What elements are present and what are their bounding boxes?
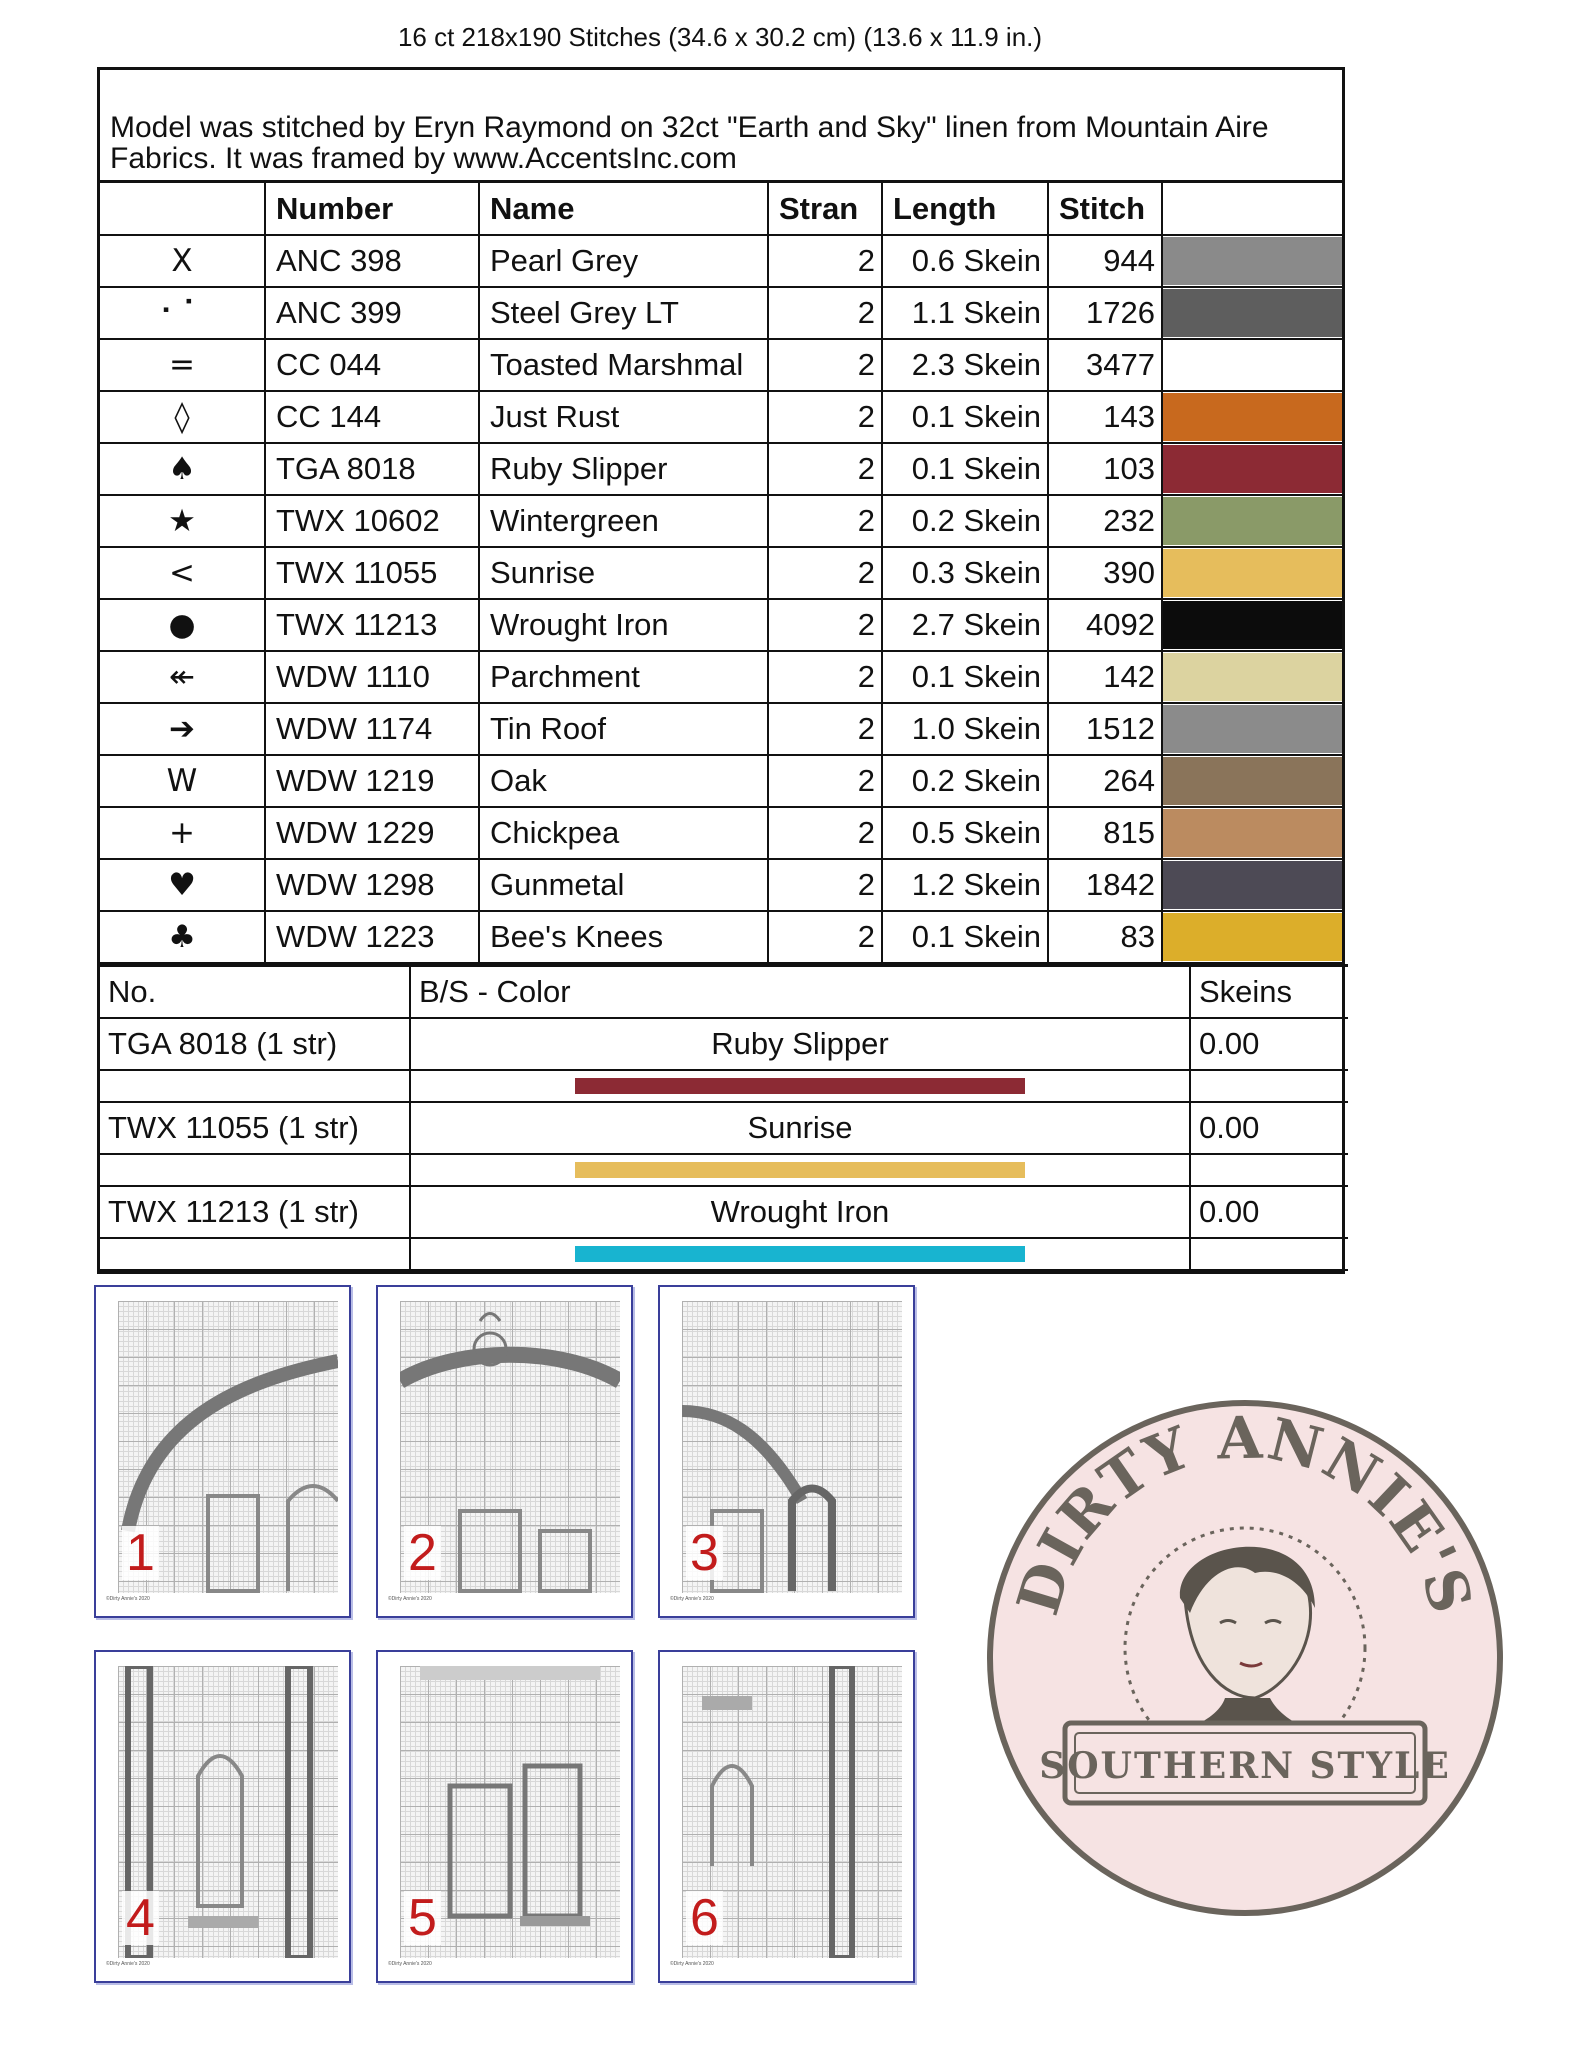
thread-strands: 2	[768, 287, 882, 339]
model-note: Model was stitched by Eryn Raymond on 32ct "Earth and Sky" linen from Mountain Aire Fabrics. It was framed by www.AccentsInc.com	[100, 70, 1342, 183]
thread-strands: 2	[768, 911, 882, 963]
bs-line-cell	[410, 1238, 1190, 1270]
bs-number: TWX 11213 (1 str)	[100, 1186, 410, 1238]
bs-color-name: Sunrise	[410, 1102, 1190, 1154]
bs-line-cell	[410, 1070, 1190, 1102]
color-swatch	[1163, 861, 1342, 909]
page-number-label: 4	[122, 1891, 159, 1945]
thread-stitch-count: 232	[1048, 495, 1162, 547]
page-number-label: 3	[686, 1526, 723, 1580]
thread-swatch-cell	[1162, 651, 1342, 703]
thread-name: Just Rust	[479, 391, 768, 443]
page-number-label: 1	[122, 1526, 159, 1580]
thread-symbol: <	[100, 547, 265, 599]
thread-row	[100, 339, 1342, 391]
thread-strands: 2	[768, 443, 882, 495]
thread-length: 0.1 Skein	[882, 391, 1048, 443]
thread-name: Chickpea	[479, 807, 768, 859]
bs-empty-cell	[100, 1154, 410, 1186]
thread-symbol: ◊	[100, 391, 265, 443]
thread-name: Gunmetal	[479, 859, 768, 911]
thread-row	[100, 547, 1342, 599]
number-column-header: Number	[265, 183, 479, 235]
thread-stitch-count: 1726	[1048, 287, 1162, 339]
backstitch-color-line	[575, 1246, 1025, 1262]
thread-stitch-count: 815	[1048, 807, 1162, 859]
thread-stitch-count: 142	[1048, 651, 1162, 703]
thread-length: 0.6 Skein	[882, 235, 1048, 287]
thread-swatch-cell	[1162, 235, 1342, 287]
thread-name: Toasted Marshmal	[479, 339, 768, 391]
thread-name: Bee's Knees	[479, 911, 768, 963]
thread-number: CC 044	[265, 339, 479, 391]
thread-stitch-count: 944	[1048, 235, 1162, 287]
thread-number: WDW 1219	[265, 755, 479, 807]
page-footer: ©Dirty Annie's 2020	[106, 1596, 150, 1602]
thread-symbol: ★	[100, 495, 265, 547]
thread-swatch-cell	[1162, 599, 1342, 651]
thread-row	[100, 391, 1342, 443]
backstitch-line-row	[100, 1070, 1348, 1102]
thread-strands: 2	[768, 391, 882, 443]
color-swatch	[1163, 757, 1342, 805]
chart-page-thumbnail[interactable]	[658, 1285, 915, 1618]
dirty-annies-logo	[985, 1398, 1505, 1918]
bs-skeins-header: Skeins	[1190, 966, 1348, 1018]
backstitch-line-row	[100, 1154, 1348, 1186]
bs-number: TGA 8018 (1 str)	[100, 1018, 410, 1070]
color-swatch	[1163, 809, 1342, 857]
thread-symbol: ♠	[100, 443, 265, 495]
thread-name: Oak	[479, 755, 768, 807]
thread-row	[100, 495, 1342, 547]
thread-length: 0.2 Skein	[882, 755, 1048, 807]
name-column-header: Name	[479, 183, 768, 235]
thread-name: Wintergreen	[479, 495, 768, 547]
thread-number: TWX 10602	[265, 495, 479, 547]
thread-length: 1.0 Skein	[882, 703, 1048, 755]
thread-swatch-cell	[1162, 703, 1342, 755]
thread-row	[100, 911, 1342, 963]
page-footer: ©Dirty Annie's 2020	[670, 1596, 714, 1602]
bs-line-cell	[410, 1154, 1190, 1186]
thread-swatch-cell	[1162, 443, 1342, 495]
thread-number: TWX 11213	[265, 599, 479, 651]
color-swatch	[1163, 393, 1342, 441]
thread-symbol: ➔	[100, 703, 265, 755]
backstitch-color-line	[575, 1162, 1025, 1178]
thread-symbol: W	[100, 755, 265, 807]
thread-stitch-count: 1842	[1048, 859, 1162, 911]
backstitch-table	[100, 964, 1348, 1271]
thread-swatch-cell	[1162, 547, 1342, 599]
thread-length: 1.1 Skein	[882, 287, 1048, 339]
thread-symbol: ♣	[100, 911, 265, 963]
chart-page-thumbnail[interactable]	[376, 1285, 633, 1618]
stitch-column-header: Stitch	[1048, 183, 1162, 235]
thread-row	[100, 703, 1342, 755]
logo-brand-top: DIRTY ANNIE'S	[1003, 1403, 1486, 1623]
swatch-column-header	[1162, 183, 1342, 235]
color-swatch	[1163, 289, 1342, 337]
color-key	[97, 67, 1345, 1274]
color-swatch	[1163, 601, 1342, 649]
bs-empty-cell	[1190, 1070, 1348, 1102]
thread-table	[100, 183, 1342, 964]
thread-name: Sunrise	[479, 547, 768, 599]
thread-length: 0.1 Skein	[882, 651, 1048, 703]
backstitch-row	[100, 1018, 1348, 1070]
bs-skeins: 0.00	[1190, 1018, 1348, 1070]
thread-stitch-count: 3477	[1048, 339, 1162, 391]
thread-number: WDW 1110	[265, 651, 479, 703]
thread-number: WDW 1174	[265, 703, 479, 755]
thread-length: 0.1 Skein	[882, 911, 1048, 963]
color-swatch	[1163, 237, 1342, 285]
thread-name: Parchment	[479, 651, 768, 703]
chart-page-thumbnail[interactable]	[658, 1650, 915, 1983]
thread-row	[100, 651, 1342, 703]
thread-length: 1.2 Skein	[882, 859, 1048, 911]
thread-name: Steel Grey LT	[479, 287, 768, 339]
strands-column-header: Stran	[768, 183, 882, 235]
thread-symbol: ↞	[100, 651, 265, 703]
thread-number: CC 144	[265, 391, 479, 443]
thread-swatch-cell	[1162, 339, 1342, 391]
thread-swatch-cell	[1162, 911, 1342, 963]
color-swatch	[1163, 445, 1342, 493]
color-swatch	[1163, 497, 1342, 545]
thread-symbol: ⠂⠁	[100, 287, 265, 339]
logo-brand-bottom: SOUTHERN STYLE	[1039, 1745, 1451, 1787]
bs-number: TWX 11055 (1 str)	[100, 1102, 410, 1154]
thread-row	[100, 755, 1342, 807]
thread-row	[100, 287, 1342, 339]
thread-swatch-cell	[1162, 859, 1342, 911]
thread-row	[100, 235, 1342, 287]
color-swatch	[1163, 913, 1342, 961]
thread-number: ANC 399	[265, 287, 479, 339]
bs-color-header: B/S - Color	[410, 966, 1190, 1018]
thread-stitch-count: 264	[1048, 755, 1162, 807]
thread-swatch-cell	[1162, 807, 1342, 859]
thread-strands: 2	[768, 755, 882, 807]
thread-swatch-cell	[1162, 495, 1342, 547]
backstitch-color-line	[575, 1078, 1025, 1094]
backstitch-rows	[100, 966, 1348, 1270]
thread-symbol: +	[100, 807, 265, 859]
thread-swatch-cell	[1162, 391, 1342, 443]
bs-empty-cell	[100, 1238, 410, 1270]
backstitch-header	[100, 966, 1348, 1018]
thread-stitch-count: 83	[1048, 911, 1162, 963]
bs-empty-cell	[1190, 1154, 1348, 1186]
thread-length: 2.7 Skein	[882, 599, 1048, 651]
thread-row	[100, 599, 1342, 651]
thread-symbol: ●	[100, 599, 265, 651]
thread-stitch-count: 1512	[1048, 703, 1162, 755]
thread-number: WDW 1229	[265, 807, 479, 859]
backstitch-row	[100, 1102, 1348, 1154]
thread-table-header	[100, 183, 1342, 235]
page-number-label: 6	[686, 1891, 723, 1945]
thread-row	[100, 443, 1342, 495]
thread-swatch-cell	[1162, 287, 1342, 339]
page-number-label: 5	[404, 1891, 441, 1945]
thread-number: ANC 398	[265, 235, 479, 287]
thread-strands: 2	[768, 859, 882, 911]
page-footer: ©Dirty Annie's 2020	[670, 1961, 714, 1967]
thread-rows	[100, 235, 1342, 963]
thread-strands: 2	[768, 339, 882, 391]
thread-length: 0.2 Skein	[882, 495, 1048, 547]
thread-strands: 2	[768, 547, 882, 599]
thread-row	[100, 807, 1342, 859]
color-swatch	[1163, 653, 1342, 701]
thread-number: WDW 1223	[265, 911, 479, 963]
bs-color-name: Wrought Iron	[410, 1186, 1190, 1238]
thread-name: Pearl Grey	[479, 235, 768, 287]
bs-empty-cell	[100, 1070, 410, 1102]
thread-name: Ruby Slipper	[479, 443, 768, 495]
thread-stitch-count: 4092	[1048, 599, 1162, 651]
thread-length: 0.3 Skein	[882, 547, 1048, 599]
thread-length: 0.5 Skein	[882, 807, 1048, 859]
thread-strands: 2	[768, 651, 882, 703]
thread-strands: 2	[768, 703, 882, 755]
thread-length: 2.3 Skein	[882, 339, 1048, 391]
length-column-header: Length	[882, 183, 1048, 235]
color-swatch	[1163, 705, 1342, 753]
thread-strands: 2	[768, 235, 882, 287]
thread-symbol: =	[100, 339, 265, 391]
thread-stitch-count: 103	[1048, 443, 1162, 495]
thread-name: Tin Roof	[479, 703, 768, 755]
thread-number: WDW 1298	[265, 859, 479, 911]
bs-empty-cell	[1190, 1238, 1348, 1270]
thread-swatch-cell	[1162, 755, 1342, 807]
page-number-label: 2	[404, 1526, 441, 1580]
thread-length: 0.1 Skein	[882, 443, 1048, 495]
bs-skeins: 0.00	[1190, 1186, 1348, 1238]
page-footer: ©Dirty Annie's 2020	[106, 1961, 150, 1967]
thread-number: TWX 11055	[265, 547, 479, 599]
bs-number-header: No.	[100, 966, 410, 1018]
thread-symbol: ♥	[100, 859, 265, 911]
thread-row	[100, 859, 1342, 911]
thread-number: TGA 8018	[265, 443, 479, 495]
backstitch-row	[100, 1186, 1348, 1238]
symbol-column-header	[100, 183, 265, 235]
bs-skeins: 0.00	[1190, 1102, 1348, 1154]
bs-color-name: Ruby Slipper	[410, 1018, 1190, 1070]
color-swatch	[1163, 341, 1342, 389]
color-swatch	[1163, 549, 1342, 597]
backstitch-line-row	[100, 1238, 1348, 1270]
chart-page-thumbnail[interactable]	[94, 1650, 351, 1983]
thread-stitch-count: 143	[1048, 391, 1162, 443]
chart-dimensions: 16 ct 218x190 Stitches (34.6 x 30.2 cm) (13.6 x 11.9 in.)	[397, 22, 1043, 52]
thread-strands: 2	[768, 807, 882, 859]
thread-stitch-count: 390	[1048, 547, 1162, 599]
thread-name: Wrought Iron	[479, 599, 768, 651]
page-footer: ©Dirty Annie's 2020	[388, 1596, 432, 1602]
thread-strands: 2	[768, 599, 882, 651]
page-footer: ©Dirty Annie's 2020	[388, 1961, 432, 1967]
chart-page-thumbnail[interactable]	[94, 1285, 351, 1618]
thread-symbol: X	[100, 235, 265, 287]
thread-strands: 2	[768, 495, 882, 547]
chart-page-thumbnail[interactable]	[376, 1650, 633, 1983]
